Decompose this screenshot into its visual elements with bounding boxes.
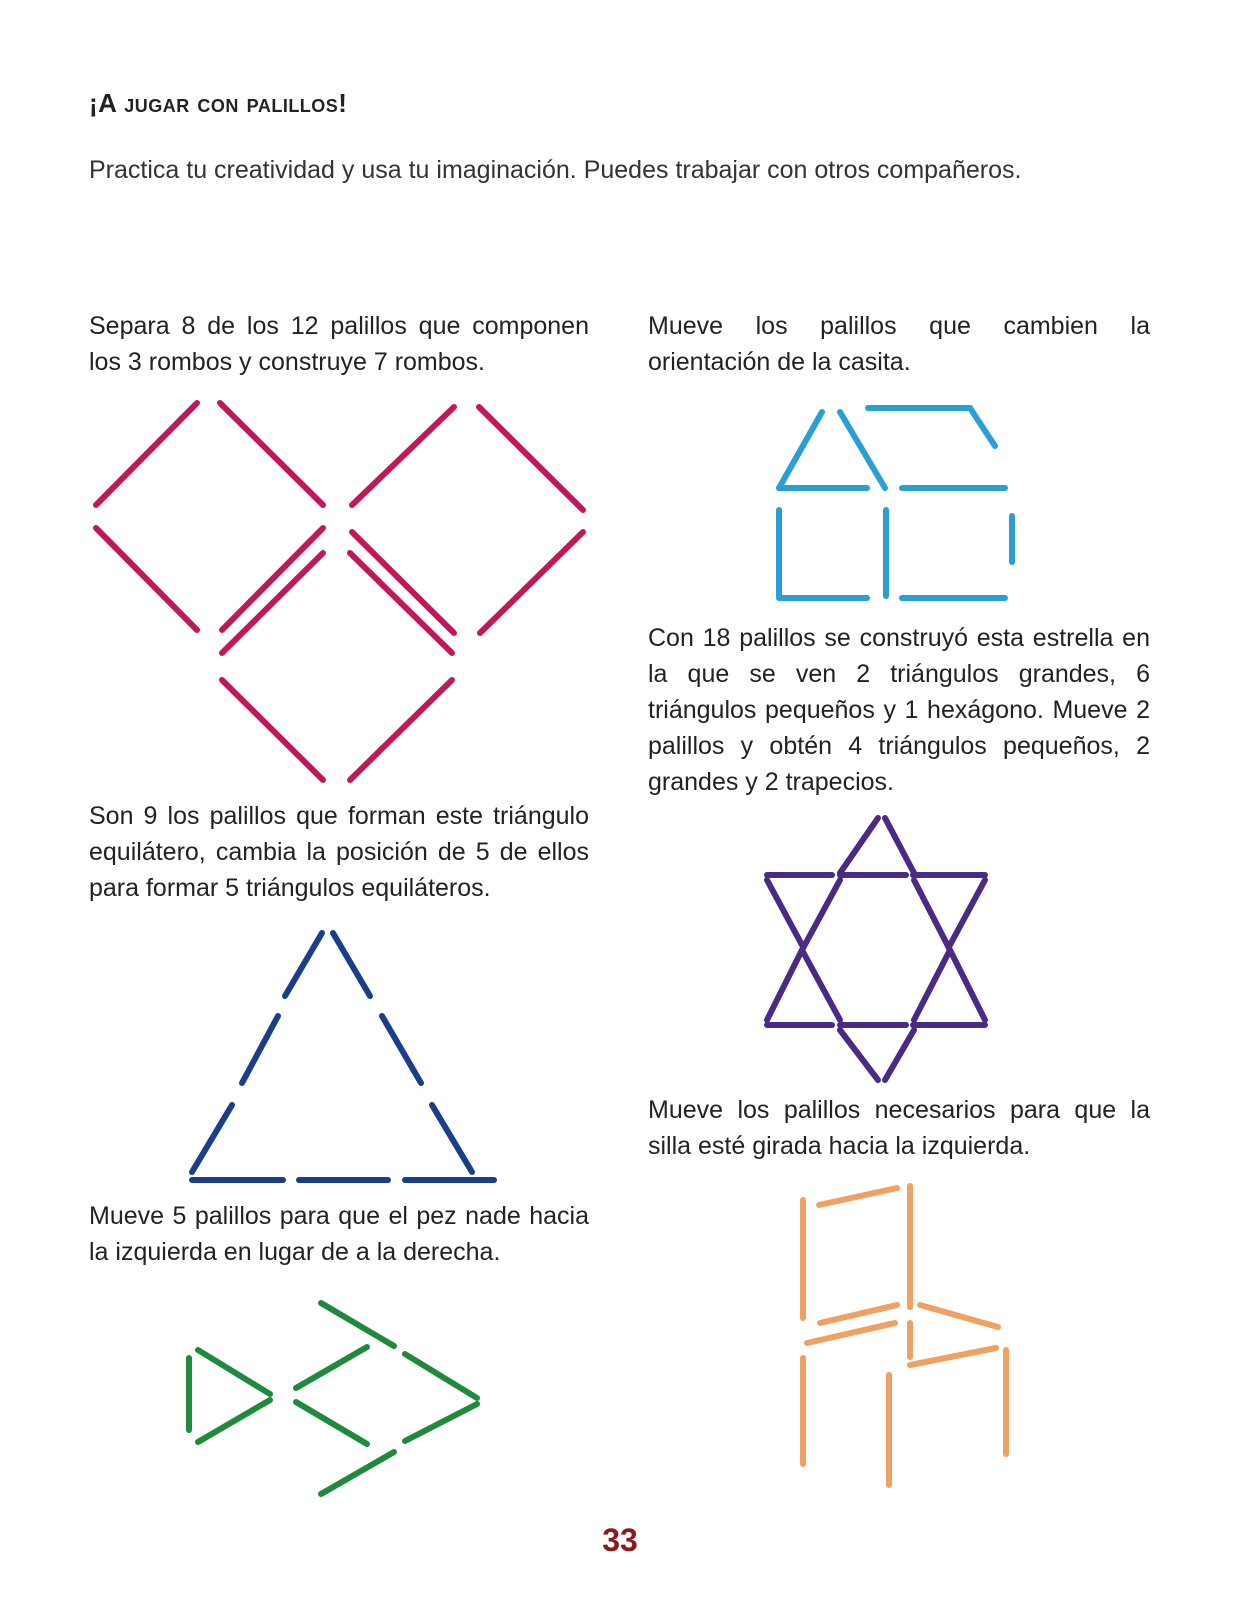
rombos-stick [480, 532, 583, 633]
task-triangulo-text: Son 9 los palillos que forman este triángulo equilátero, cambia la posición de 5 de ellos para formar 5 triángulos equiláteros. [89, 802, 589, 902]
page-title: ¡A jugar con palillos! [89, 88, 348, 118]
rombos-stick [222, 553, 323, 653]
triangulo-stick [333, 933, 370, 996]
casita-stick [779, 412, 822, 488]
estrella-stick [950, 950, 985, 1020]
estrella-stick [914, 880, 950, 950]
pez-figure [189, 1303, 477, 1494]
rombos-stick [350, 680, 452, 780]
rombos-stick [96, 528, 197, 630]
triangulo-stick [285, 933, 322, 996]
pez-stick [405, 1354, 477, 1398]
triangulo-stick [192, 1105, 232, 1172]
task-pez-text: Mueve 5 palillos para que el pez nade hacia la izquierda en lugar de a la derecha. [89, 1202, 589, 1266]
estrella-stick [767, 880, 802, 945]
rombos-stick [350, 553, 452, 653]
triangulo-figure [192, 933, 494, 1180]
casita-figure [779, 408, 1012, 598]
pez-stick [198, 1400, 270, 1442]
estrella-stick [840, 1030, 878, 1080]
silla-figure [803, 1186, 1006, 1485]
silla-stick [807, 1323, 895, 1343]
estrella-stick [802, 950, 840, 1020]
task-rombos-text: Separa 8 de los 12 palillos que componen los 3 rombos y construye 7 rombos. [89, 312, 589, 376]
pez-stick [296, 1402, 367, 1444]
estrella-figure [767, 818, 985, 1080]
rombos-stick [222, 680, 323, 780]
page-number: 33 [602, 1522, 638, 1558]
intro-text: Practica tu creatividad y usa tu imaginación. Puedes trabajar con otros compañeros. [89, 156, 1022, 184]
triangulo-stick [242, 1016, 278, 1083]
pez-stick [321, 1452, 394, 1494]
rombos-stick [96, 403, 197, 505]
estrella-stick [950, 880, 985, 945]
rombos-stick [222, 528, 323, 630]
task-estrella-text: Con 18 palillos se construyó esta estrella en la que se ven 2 triángulos grandes, 6 triángulos pequeños y 1 hexágono. Mueve 2 palillos y obtén 4 triángulos pequeños, 2 grandes y 2 trapecios. [648, 624, 1150, 796]
estrella-stick [802, 880, 840, 950]
estrella-stick [885, 818, 914, 873]
triangulo-stick [432, 1105, 472, 1172]
estrella-stick [885, 1030, 914, 1080]
rombos-stick [352, 532, 454, 633]
estrella-stick [840, 818, 878, 873]
silla-stick [920, 1305, 998, 1327]
rombos-figure [96, 403, 583, 780]
rombos-stick [352, 407, 454, 505]
silla-stick [820, 1305, 897, 1323]
casita-stick [840, 412, 885, 488]
task-casita-text: Mueve los palillos que cambien la orientación de la casita. [648, 312, 1150, 376]
rombos-stick [220, 403, 323, 505]
estrella-stick [767, 950, 802, 1020]
triangulo-stick [382, 1016, 421, 1083]
rombos-stick [479, 407, 583, 510]
pez-stick [405, 1404, 477, 1441]
casita-stick [970, 408, 995, 446]
silla-stick [910, 1348, 996, 1365]
pez-stick [321, 1303, 394, 1346]
pez-stick [296, 1347, 367, 1388]
estrella-stick [914, 950, 950, 1020]
silla-stick [819, 1188, 897, 1205]
task-silla-text: Mueve los palillos necesarios para que la silla esté girada hacia la izquierda. [648, 1096, 1150, 1160]
pez-stick [198, 1350, 270, 1394]
